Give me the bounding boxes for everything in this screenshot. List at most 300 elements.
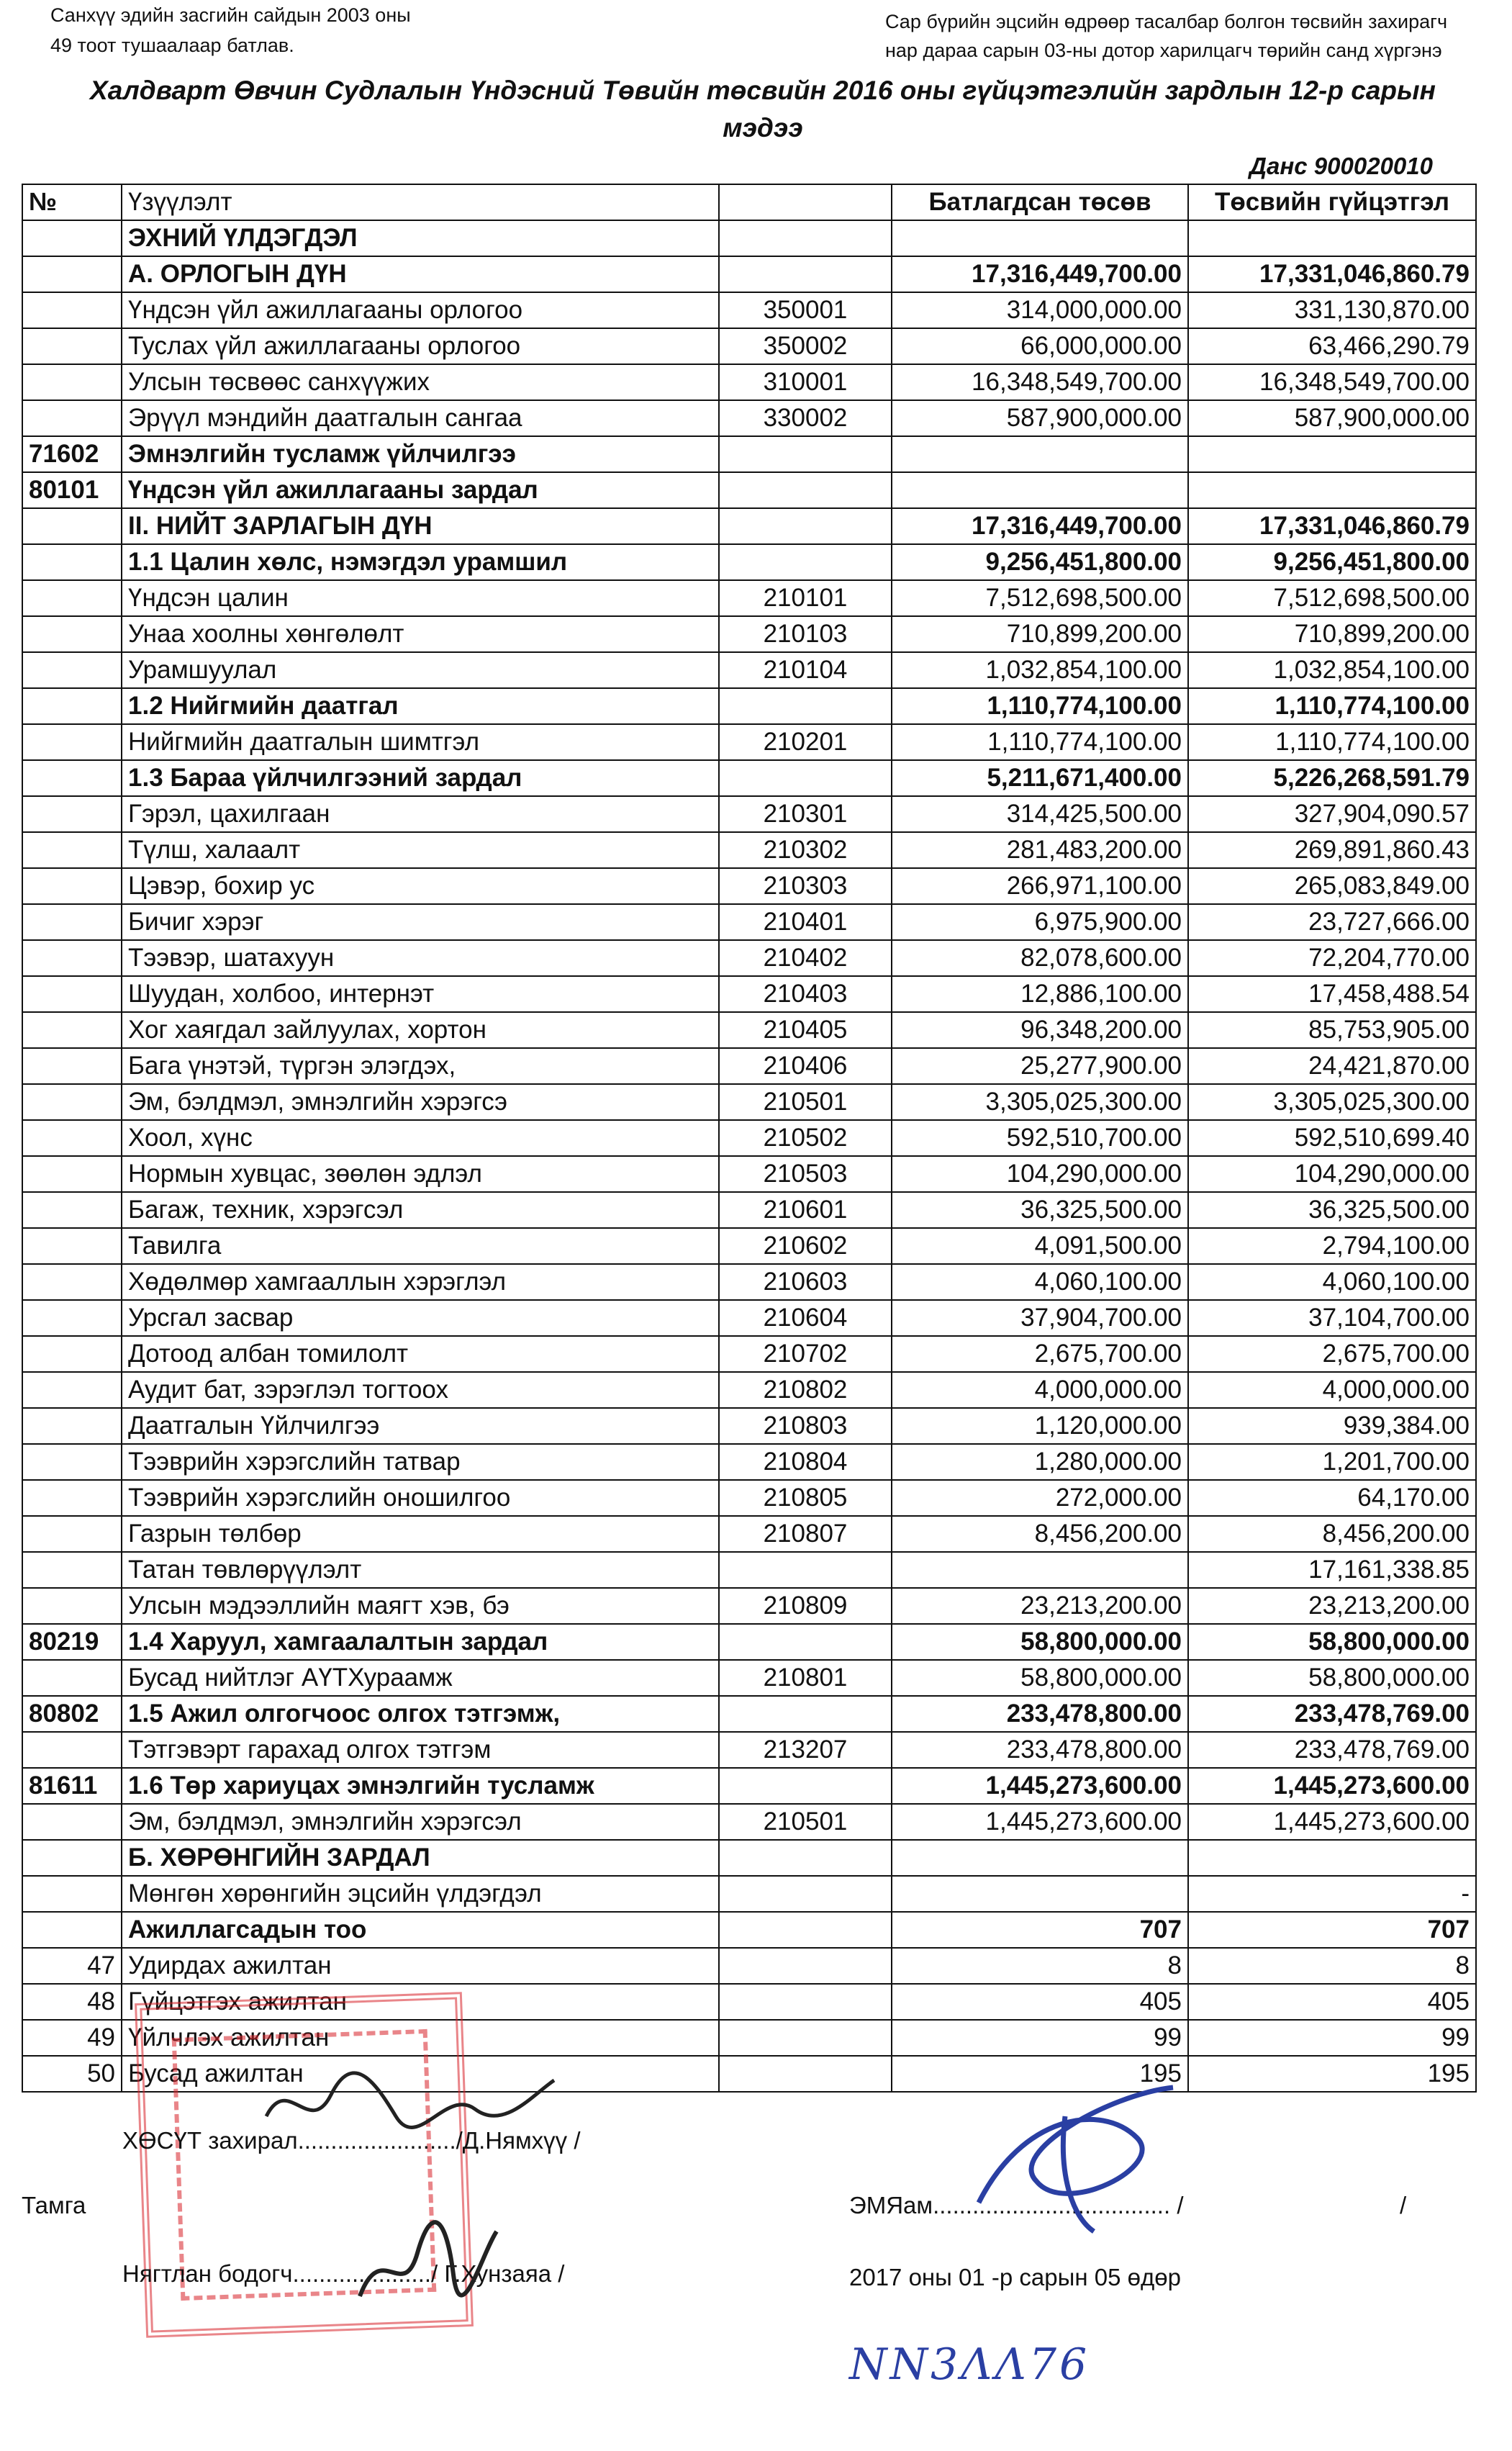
row-code: 210602 <box>719 1228 892 1264</box>
handwritten-registration-number: ΝΝ3ΛΛ76 <box>849 2339 1090 2390</box>
row-indicator: Удирдах ажилтан <box>122 1948 719 1984</box>
row-no <box>22 1516 122 1552</box>
row-actual: 233,478,769.00 <box>1188 1696 1476 1732</box>
row-actual: 707 <box>1188 1912 1476 1948</box>
row-approved: 16,348,549,700.00 <box>892 364 1188 400</box>
table-row <box>22 472 1476 508</box>
table-row <box>22 1264 1476 1300</box>
row-indicator: Хоол, хүнс <box>122 1120 719 1156</box>
table-row <box>22 1048 1476 1084</box>
row-approved: 233,478,800.00 <box>892 1696 1188 1732</box>
row-no <box>22 328 122 364</box>
row-code: 210502 <box>719 1120 892 1156</box>
row-approved: 8,456,200.00 <box>892 1516 1188 1552</box>
row-code <box>719 688 892 724</box>
table-row <box>22 832 1476 868</box>
row-actual: 195 <box>1188 2056 1476 2092</box>
row-no <box>22 1228 122 1264</box>
row-no <box>22 1444 122 1480</box>
row-indicator: II. НИЙТ ЗАРЛАГЫН ДҮН <box>122 508 719 544</box>
row-code: 210805 <box>719 1480 892 1516</box>
row-indicator: 1.2 Нийгмийн даатгал <box>122 688 719 724</box>
row-actual: 23,727,666.00 <box>1188 904 1476 940</box>
row-indicator: Эмнэлгийн тусламж үйлчилгээ <box>122 436 719 472</box>
row-approved: 9,256,451,800.00 <box>892 544 1188 580</box>
header-right-line1: Сар бүрийн эцсийн өдрөөр тасалбар болгон төсвийн захирагч <box>885 11 1448 32</box>
row-indicator: Эм, бэлдмэл, эмнэлгийн хэрэгсэ <box>122 1084 719 1120</box>
row-code: 210101 <box>719 580 892 616</box>
table-row <box>22 1120 1476 1156</box>
row-code: 210807 <box>719 1516 892 1552</box>
row-no <box>22 292 122 328</box>
row-actual: 17,458,488.54 <box>1188 976 1476 1012</box>
row-indicator: 1.4 Харуул, хамгаалалтын зардал <box>122 1624 719 1660</box>
row-no <box>22 976 122 1012</box>
row-actual: 4,060,100.00 <box>1188 1264 1476 1300</box>
row-code <box>719 2020 892 2056</box>
row-indicator: Цэвэр, бохир ус <box>122 868 719 904</box>
row-no <box>22 832 122 868</box>
row-actual: 4,000,000.00 <box>1188 1372 1476 1408</box>
row-code: 210802 <box>719 1372 892 1408</box>
row-indicator: Дотоод албан томилолт <box>122 1336 719 1372</box>
row-indicator: Үндсэн цалин <box>122 580 719 616</box>
row-actual: 2,794,100.00 <box>1188 1228 1476 1264</box>
row-indicator: Урсгал засвар <box>122 1300 719 1336</box>
row-no <box>22 580 122 616</box>
row-no <box>22 904 122 940</box>
row-no <box>22 1588 122 1624</box>
row-approved: 1,032,854,100.00 <box>892 652 1188 688</box>
table-row <box>22 1804 1476 1840</box>
row-no <box>22 652 122 688</box>
row-indicator: Тээврийн хэрэгслийн татвар <box>122 1444 719 1480</box>
director-signature-line: ХӨСҮТ захирал......................../Д.Нямхүү / <box>122 2127 581 2154</box>
table-row <box>22 1588 1476 1624</box>
row-approved: 66,000,000.00 <box>892 328 1188 364</box>
table-row <box>22 688 1476 724</box>
row-actual: 710,899,200.00 <box>1188 616 1476 652</box>
row-code: 210503 <box>719 1156 892 1192</box>
row-indicator: Нийгмийн даатгалын шимтгэл <box>122 724 719 760</box>
header-right-line2: нар дараа сарын 03-ны дотор харилцагч төрийн санд хүргэнэ <box>885 40 1442 61</box>
row-approved <box>892 220 1188 256</box>
row-no <box>22 1732 122 1768</box>
row-code <box>719 220 892 256</box>
row-indicator: Унаа хоолны хөнгөлөлт <box>122 616 719 652</box>
row-code: 210302 <box>719 832 892 868</box>
row-actual: 72,204,770.00 <box>1188 940 1476 976</box>
table-row <box>22 904 1476 940</box>
row-actual: 8,456,200.00 <box>1188 1516 1476 1552</box>
row-actual: 2,675,700.00 <box>1188 1336 1476 1372</box>
table-row <box>22 1876 1476 1912</box>
row-no <box>22 1372 122 1408</box>
table-row <box>22 1300 1476 1336</box>
row-actual <box>1188 1840 1476 1876</box>
row-code: 210104 <box>719 652 892 688</box>
row-approved: 233,478,800.00 <box>892 1732 1188 1768</box>
row-actual: 58,800,000.00 <box>1188 1624 1476 1660</box>
row-no <box>22 1660 122 1696</box>
row-no <box>22 1408 122 1444</box>
row-actual <box>1188 220 1476 256</box>
row-code <box>719 760 892 796</box>
row-indicator: Үндсэн үйл ажиллагааны орлогоо <box>122 292 719 328</box>
director-signature-scribble <box>259 2066 561 2145</box>
row-actual: 37,104,700.00 <box>1188 1300 1476 1336</box>
row-no: 48 <box>22 1984 122 2020</box>
table-row <box>22 1768 1476 1804</box>
header-left-line2: 49 тоот тушаалаар батлав. <box>50 35 294 56</box>
row-code <box>719 1984 892 2020</box>
row-approved: 1,280,000.00 <box>892 1444 1188 1480</box>
row-indicator: Тээврийн хэрэгслийн оношилгоо <box>122 1480 719 1516</box>
row-indicator: Улсын мэдээллийн маягт хэв, бэ <box>122 1588 719 1624</box>
page-title <box>50 72 1475 147</box>
row-indicator: Гүйцэтгэх ажилтан <box>122 1984 719 2020</box>
table-row <box>22 436 1476 472</box>
emya-signature-scribble <box>957 2073 1187 2239</box>
row-indicator: Газрын төлбөр <box>122 1516 719 1552</box>
row-approved: 707 <box>892 1912 1188 1948</box>
row-indicator: Бусад нийтлэг АҮТХураамж <box>122 1660 719 1696</box>
emya-signature-line: ЭМЯам.................................... / <box>849 2192 1184 2218</box>
row-actual: 58,800,000.00 <box>1188 1660 1476 1696</box>
header-no: № <box>22 184 122 220</box>
row-indicator: 1.3 Бараа үйлчилгээний зардал <box>122 760 719 796</box>
financial-table <box>22 184 1477 2093</box>
table-row <box>22 364 1476 400</box>
row-approved: 1,445,273,600.00 <box>892 1804 1188 1840</box>
row-code <box>719 2056 892 2092</box>
row-code: 210801 <box>719 1660 892 1696</box>
row-actual: 85,753,905.00 <box>1188 1012 1476 1048</box>
table-row <box>22 328 1476 364</box>
row-indicator: Тээвэр, шатахуун <box>122 940 719 976</box>
table-row <box>22 1228 1476 1264</box>
row-actual <box>1188 472 1476 508</box>
table-row <box>22 1408 1476 1444</box>
row-approved: 82,078,600.00 <box>892 940 1188 976</box>
row-no <box>22 616 122 652</box>
row-no <box>22 688 122 724</box>
row-approved: 281,483,200.00 <box>892 832 1188 868</box>
row-code: 210403 <box>719 976 892 1012</box>
row-code: 310001 <box>719 364 892 400</box>
header-left <box>50 0 411 60</box>
row-indicator: Туслах үйл ажиллагааны орлогоо <box>122 328 719 364</box>
row-actual: 17,331,046,860.79 <box>1188 256 1476 292</box>
row-actual: 7,512,698,500.00 <box>1188 580 1476 616</box>
header-approved: Батлагдсан төсөв <box>892 184 1188 220</box>
row-approved: 58,800,000.00 <box>892 1624 1188 1660</box>
row-indicator: 1.5 Ажил олгогчоос олгох тэтгэмж, <box>122 1696 719 1732</box>
table-row <box>22 1516 1476 1552</box>
accountant-signature-line: Нягтлан бодогч...................../ Г.Хунзаяа / <box>122 2260 565 2287</box>
row-approved: 1,110,774,100.00 <box>892 724 1188 760</box>
row-indicator: Хог хаягдал зайлуулах, хортон <box>122 1012 719 1048</box>
row-indicator: 1.1 Цалин хөлс, нэмэгдэл урамшил <box>122 544 719 580</box>
row-code: 210401 <box>719 904 892 940</box>
row-code <box>719 1624 892 1660</box>
row-code: 210501 <box>719 1084 892 1120</box>
row-approved: 272,000.00 <box>892 1480 1188 1516</box>
table-row <box>22 220 1476 256</box>
row-approved: 4,091,500.00 <box>892 1228 1188 1264</box>
row-no: 81611 <box>22 1768 122 1804</box>
row-approved: 58,800,000.00 <box>892 1660 1188 1696</box>
row-no <box>22 1336 122 1372</box>
table-row <box>22 724 1476 760</box>
table-row <box>22 1948 1476 1984</box>
row-indicator: Түлш, халаалт <box>122 832 719 868</box>
row-code: 350001 <box>719 292 892 328</box>
row-no <box>22 220 122 256</box>
table-row <box>22 1444 1476 1480</box>
row-approved: 1,120,000.00 <box>892 1408 1188 1444</box>
row-indicator: А. ОРЛОГЫН ДҮН <box>122 256 719 292</box>
row-approved: 266,971,100.00 <box>892 868 1188 904</box>
table-row <box>22 1624 1476 1660</box>
table-row <box>22 616 1476 652</box>
row-indicator: Тавилга <box>122 1228 719 1264</box>
row-actual: 405 <box>1188 1984 1476 2020</box>
row-actual: - <box>1188 1876 1476 1912</box>
row-no <box>22 1480 122 1516</box>
row-no <box>22 364 122 400</box>
row-approved <box>892 1876 1188 1912</box>
table-row <box>22 1156 1476 1192</box>
row-actual: 63,466,290.79 <box>1188 328 1476 364</box>
row-code: 210809 <box>719 1588 892 1624</box>
report-date: 2017 оны 01 -р сарын 05 өдөр <box>849 2264 1181 2290</box>
table-row <box>22 508 1476 544</box>
table-row <box>22 544 1476 580</box>
row-no <box>22 760 122 796</box>
row-indicator: Шуудан, холбоо, интернэт <box>122 976 719 1012</box>
row-actual: 233,478,769.00 <box>1188 1732 1476 1768</box>
row-approved: 104,290,000.00 <box>892 1156 1188 1192</box>
table-body <box>22 220 1476 2092</box>
row-approved: 2,675,700.00 <box>892 1336 1188 1372</box>
row-actual: 269,891,860.43 <box>1188 832 1476 868</box>
table-row <box>22 1840 1476 1876</box>
row-actual: 1,445,273,600.00 <box>1188 1768 1476 1804</box>
row-code <box>719 1948 892 1984</box>
row-code <box>719 508 892 544</box>
row-code <box>719 256 892 292</box>
row-no <box>22 868 122 904</box>
row-approved: 587,900,000.00 <box>892 400 1188 436</box>
header-code <box>719 184 892 220</box>
row-indicator: Бусад ажилтан <box>122 2056 719 2092</box>
row-no <box>22 1804 122 1840</box>
row-code: 210804 <box>719 1444 892 1480</box>
table-row <box>22 256 1476 292</box>
row-no <box>22 1876 122 1912</box>
row-approved: 195 <box>892 2056 1188 2092</box>
row-code: 210501 <box>719 1804 892 1840</box>
row-code <box>719 1876 892 1912</box>
row-approved: 314,425,500.00 <box>892 796 1188 832</box>
row-approved: 23,213,200.00 <box>892 1588 1188 1624</box>
row-approved: 99 <box>892 2020 1188 2056</box>
stamp-label: Тамга <box>22 2192 86 2218</box>
title-line2: мэдээ <box>723 113 803 143</box>
row-no <box>22 256 122 292</box>
row-indicator: Үйлчлэх ажилтан <box>122 2020 719 2056</box>
row-approved: 7,512,698,500.00 <box>892 580 1188 616</box>
row-approved: 3,305,025,300.00 <box>892 1084 1188 1120</box>
title-line1: Халдварт Өвчин Судлалын Үндэсний Төвийн төсвийн 2016 оны гүйцэтгэлийн зардлын 12-р сарын <box>90 76 1436 105</box>
row-actual: 3,305,025,300.00 <box>1188 1084 1476 1120</box>
row-approved: 710,899,200.00 <box>892 616 1188 652</box>
row-no <box>22 1912 122 1948</box>
row-actual: 587,900,000.00 <box>1188 400 1476 436</box>
row-no: 49 <box>22 2020 122 2056</box>
row-no <box>22 940 122 976</box>
table-row <box>22 1192 1476 1228</box>
row-actual: 17,331,046,860.79 <box>1188 508 1476 544</box>
table-row <box>22 1480 1476 1516</box>
row-code <box>719 1768 892 1804</box>
row-no: 50 <box>22 2056 122 2092</box>
row-actual: 5,226,268,591.79 <box>1188 760 1476 796</box>
table-row <box>22 1696 1476 1732</box>
table-row <box>22 1552 1476 1588</box>
row-indicator: Урамшуулал <box>122 652 719 688</box>
row-actual: 265,083,849.00 <box>1188 868 1476 904</box>
row-actual: 17,161,338.85 <box>1188 1552 1476 1588</box>
header-right <box>885 7 1490 65</box>
row-no <box>22 1264 122 1300</box>
row-approved: 405 <box>892 1984 1188 2020</box>
row-approved: 5,211,671,400.00 <box>892 760 1188 796</box>
row-actual: 1,110,774,100.00 <box>1188 724 1476 760</box>
row-indicator: Улсын төсвөөс санхүүжих <box>122 364 719 400</box>
table-row <box>22 1372 1476 1408</box>
row-actual: 1,201,700.00 <box>1188 1444 1476 1480</box>
row-indicator: Үндсэн үйл ажиллагааны зардал <box>122 472 719 508</box>
row-code: 210402 <box>719 940 892 976</box>
row-indicator: Эрүүл мэндийн даатгалын сангаа <box>122 400 719 436</box>
header-left-line1: Санхүү эдийн засгийн сайдын 2003 оны <box>50 4 411 26</box>
table-row <box>22 1912 1476 1948</box>
row-no <box>22 508 122 544</box>
row-no <box>22 1192 122 1228</box>
table-row <box>22 292 1476 328</box>
header-indicator: Үзүүлэлт <box>122 184 719 220</box>
row-actual: 64,170.00 <box>1188 1480 1476 1516</box>
row-indicator: Хөдөлмөр хамгааллын хэрэглэл <box>122 1264 719 1300</box>
row-indicator: Татан төвлөрүүлэлт <box>122 1552 719 1588</box>
row-approved: 8 <box>892 1948 1188 1984</box>
row-approved <box>892 1840 1188 1876</box>
emya-closing-slash: / <box>1400 2192 1407 2218</box>
row-no <box>22 1552 122 1588</box>
table-row <box>22 1732 1476 1768</box>
row-indicator: Багаж, техник, хэрэгсэл <box>122 1192 719 1228</box>
row-approved: 25,277,900.00 <box>892 1048 1188 1084</box>
table-row <box>22 976 1476 1012</box>
row-code: 210601 <box>719 1192 892 1228</box>
row-no <box>22 1012 122 1048</box>
row-no <box>22 544 122 580</box>
row-actual: 1,032,854,100.00 <box>1188 652 1476 688</box>
row-no <box>22 724 122 760</box>
row-actual: 23,213,200.00 <box>1188 1588 1476 1624</box>
row-no <box>22 1084 122 1120</box>
row-no <box>22 796 122 832</box>
row-code <box>719 1552 892 1588</box>
row-code: 210301 <box>719 796 892 832</box>
row-approved: 592,510,700.00 <box>892 1120 1188 1156</box>
row-approved: 6,975,900.00 <box>892 904 1188 940</box>
table-row <box>22 1336 1476 1372</box>
row-code: 350002 <box>719 328 892 364</box>
row-indicator: Б. ХӨРӨНГИЙН ЗАРДАЛ <box>122 1840 719 1876</box>
row-no: 80219 <box>22 1624 122 1660</box>
row-indicator: Даатгалын Үйлчилгээ <box>122 1408 719 1444</box>
row-code: 210803 <box>719 1408 892 1444</box>
row-actual: 1,110,774,100.00 <box>1188 688 1476 724</box>
row-approved: 17,316,449,700.00 <box>892 256 1188 292</box>
row-code: 210405 <box>719 1012 892 1048</box>
row-actual: 99 <box>1188 2020 1476 2056</box>
row-indicator: Аудит бат, зэрэглэл тогтоох <box>122 1372 719 1408</box>
row-code: 210103 <box>719 616 892 652</box>
row-no <box>22 1120 122 1156</box>
table-row <box>22 760 1476 796</box>
row-code: 213207 <box>719 1732 892 1768</box>
table-row <box>22 580 1476 616</box>
row-no: 80101 <box>22 472 122 508</box>
row-no <box>22 400 122 436</box>
row-indicator: Эм, бэлдмэл, эмнэлгийн хэрэгсэл <box>122 1804 719 1840</box>
row-no <box>22 1048 122 1084</box>
row-actual: 331,130,870.00 <box>1188 292 1476 328</box>
row-code: 210603 <box>719 1264 892 1300</box>
row-indicator: Мөнгөн хөрөнгийн эцсийн үлдэгдэл <box>122 1876 719 1912</box>
account-number: Данс 900020010 <box>1249 153 1433 179</box>
header-actual: Төсвийн гүйцэтгэл <box>1188 184 1476 220</box>
row-no: 47 <box>22 1948 122 1984</box>
row-indicator: Бичиг хэрэг <box>122 904 719 940</box>
row-indicator: Тэтгэвэрт гарахад олгох тэтгэм <box>122 1732 719 1768</box>
row-code: 210303 <box>719 868 892 904</box>
row-no <box>22 1300 122 1336</box>
table-row <box>22 1084 1476 1120</box>
table-row <box>22 1012 1476 1048</box>
row-indicator: Бага үнэтэй, түргэн элэгдэх, <box>122 1048 719 1084</box>
table-row <box>22 868 1476 904</box>
row-indicator: ЭХНИЙ ҮЛДЭГДЭЛ <box>122 220 719 256</box>
row-actual: 16,348,549,700.00 <box>1188 364 1476 400</box>
row-actual: 9,256,451,800.00 <box>1188 544 1476 580</box>
row-code <box>719 1840 892 1876</box>
table-row <box>22 796 1476 832</box>
row-no: 80802 <box>22 1696 122 1732</box>
table-row <box>22 400 1476 436</box>
row-approved <box>892 472 1188 508</box>
row-code <box>719 472 892 508</box>
row-approved <box>892 436 1188 472</box>
accountant-signature-scribble <box>345 2210 504 2318</box>
row-actual: 1,445,273,600.00 <box>1188 1804 1476 1840</box>
row-approved: 1,110,774,100.00 <box>892 688 1188 724</box>
row-indicator: 1.6 Төр хариуцах эмнэлгийн тусламж <box>122 1768 719 1804</box>
